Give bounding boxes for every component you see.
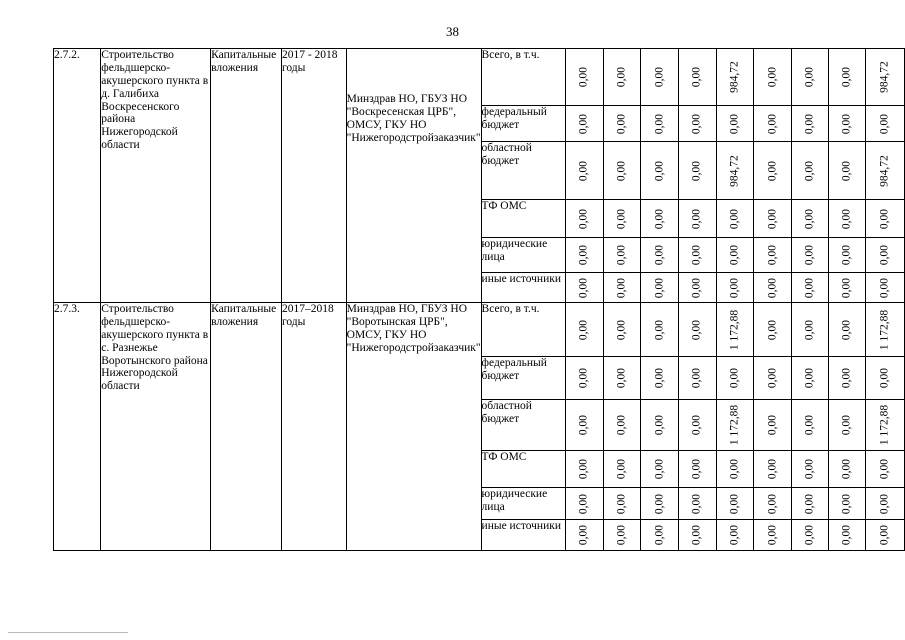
amount-cell: [678, 200, 716, 238]
funding-source: юридические лица: [481, 238, 565, 273]
amount-value: 0,00: [653, 414, 666, 436]
amount-cell: [678, 488, 716, 520]
amount-cell: [791, 400, 828, 451]
amount-cell: [641, 273, 679, 303]
amount-value: 0,00: [690, 66, 703, 88]
amount-cell: [716, 238, 754, 273]
amount-cell: [716, 273, 754, 303]
funding-source: федеральный бюджет: [481, 357, 565, 400]
amount-cell: [866, 142, 905, 200]
amount-cell: [641, 520, 679, 551]
amount-cell: [754, 106, 792, 142]
amount-cell: [603, 200, 641, 238]
funding-source: областной бюджет: [481, 400, 565, 451]
table-row: [54, 49, 905, 106]
amount-value: 0,00: [690, 493, 703, 514]
amount-value: 0,00: [577, 319, 590, 340]
amount-cell: [754, 488, 792, 520]
amount-cell: [754, 357, 792, 400]
amount-cell: [603, 488, 641, 520]
amount-cell: [791, 520, 828, 551]
amount-cell: [866, 520, 905, 551]
amount-cell: [791, 488, 828, 520]
amount-cell: [754, 400, 792, 451]
amount-value: 0,00: [615, 367, 628, 389]
amount-value: 0,00: [803, 244, 816, 266]
amount-value: 0,00: [615, 277, 628, 298]
amount-cell: [603, 451, 641, 488]
amount-value: 0,00: [840, 524, 853, 546]
amount-cell: [678, 520, 716, 551]
amount-cell: [866, 273, 905, 303]
amount-cell: [791, 238, 828, 273]
item-name: Строительство фельдшерско-акушерского пункта в с. Разнежье Воротынского района Нижегородской области: [101, 303, 211, 551]
amount-value: 0,00: [766, 208, 779, 229]
amount-cell: [716, 200, 754, 238]
amount-value: 0,00: [615, 458, 628, 480]
amount-value: 0,00: [690, 319, 703, 340]
amount-cell: [603, 520, 641, 551]
amount-value: 0,00: [653, 524, 666, 546]
amount-cell: [565, 49, 603, 106]
amount-cell: [678, 142, 716, 200]
amount-value: 0,00: [878, 277, 891, 298]
amount-value: 0,00: [615, 493, 628, 514]
amount-cell: [754, 303, 792, 357]
amount-value: 0,00: [878, 367, 891, 389]
amount-cell: [641, 200, 679, 238]
amount-cell: [866, 303, 905, 357]
amount-value: 0,00: [653, 66, 666, 88]
amount-value: 0,00: [803, 208, 816, 229]
amount-value: 0,00: [690, 367, 703, 389]
amount-value: 0,00: [766, 414, 779, 436]
amount-cell: [754, 49, 792, 106]
amount-cell: [791, 303, 828, 357]
amount-cell: [754, 451, 792, 488]
funding-source: областной бюджет: [481, 142, 565, 200]
amount-cell: [603, 400, 641, 451]
amount-value: 0,00: [766, 244, 779, 266]
amount-value: 1 172,88: [728, 309, 741, 350]
amount-value: 0,00: [878, 524, 891, 546]
amount-value: 984,72: [878, 61, 891, 93]
amount-cell: [866, 200, 905, 238]
amount-value: 0,00: [615, 524, 628, 546]
amount-value: 0,00: [615, 66, 628, 88]
amount-value: 0,00: [690, 277, 703, 298]
amount-value: 0,00: [728, 367, 741, 389]
amount-cell: [641, 142, 679, 200]
amount-cell: [641, 106, 679, 142]
amount-value: 0,00: [803, 319, 816, 340]
amount-value: 0,00: [615, 113, 628, 134]
table-row: [54, 303, 905, 357]
amount-value: 0,00: [653, 319, 666, 340]
amount-cell: [866, 49, 905, 106]
amount-value: 0,00: [840, 66, 853, 88]
amount-value: 0,00: [690, 414, 703, 436]
amount-value: 0,00: [840, 367, 853, 389]
item-name: Строительство фельдшерско-акушерского пункта в д. Галибиха Воскресенского района Нижегородской области: [101, 49, 211, 303]
amount-cell: [678, 49, 716, 106]
amount-value: 0,00: [577, 66, 590, 88]
item-executor: Минздрав НО, ГБУЗ НО "Воротынская ЦРБ", ОМСУ, ГКУ НО "Нижегородстройзаказчик": [346, 303, 481, 551]
amount-cell: [716, 488, 754, 520]
amount-cell: [565, 303, 603, 357]
amount-value: 0,00: [653, 244, 666, 266]
amount-cell: [866, 357, 905, 400]
amount-value: 0,00: [766, 113, 779, 134]
amount-value: 0,00: [766, 493, 779, 514]
amount-value: 0,00: [766, 277, 779, 298]
amount-cell: [791, 451, 828, 488]
amount-value: 1 172,88: [878, 404, 891, 446]
amount-value: 0,00: [840, 244, 853, 266]
amount-cell: [828, 400, 866, 451]
amount-value: 0,00: [878, 493, 891, 514]
page-number: 38: [446, 24, 459, 39]
amount-value: 984,72: [728, 154, 741, 187]
amount-cell: [603, 142, 641, 200]
item-type: Капитальные вложения: [211, 49, 282, 303]
amount-value: 0,00: [577, 113, 590, 134]
amount-cell: [716, 303, 754, 357]
amount-cell: [716, 142, 754, 200]
amount-cell: [791, 200, 828, 238]
amount-value: 1 172,88: [878, 309, 891, 350]
amount-value: 0,00: [766, 319, 779, 340]
amount-value: 0,00: [840, 208, 853, 229]
amount-value: 0,00: [728, 244, 741, 266]
amount-cell: [678, 303, 716, 357]
amount-cell: [603, 357, 641, 400]
amount-value: 0,00: [878, 458, 891, 480]
amount-cell: [641, 303, 679, 357]
amount-cell: [565, 488, 603, 520]
item-code: 2.7.3.: [54, 303, 101, 551]
amount-value: 0,00: [803, 524, 816, 546]
amount-cell: [866, 488, 905, 520]
amount-cell: [716, 106, 754, 142]
amount-cell: [791, 273, 828, 303]
amount-cell: [565, 273, 603, 303]
amount-value: 1 172,88: [728, 404, 741, 446]
amount-cell: [828, 451, 866, 488]
footer-rule: [8, 632, 128, 633]
amount-value: 984,72: [728, 61, 741, 93]
amount-value: 0,00: [803, 367, 816, 389]
amount-cell: [716, 357, 754, 400]
funding-source: иные источники: [481, 520, 565, 551]
amount-value: 0,00: [728, 493, 741, 514]
amount-value: 0,00: [728, 113, 741, 134]
amount-cell: [565, 142, 603, 200]
amount-cell: [754, 273, 792, 303]
amount-value: 0,00: [803, 66, 816, 88]
amount-cell: [603, 303, 641, 357]
amount-value: 0,00: [840, 160, 853, 181]
amount-value: 0,00: [690, 208, 703, 229]
amount-value: 0,00: [653, 113, 666, 134]
amount-cell: [603, 49, 641, 106]
amount-value: 0,00: [878, 113, 891, 134]
item-period: 2017–2018 годы: [281, 303, 346, 551]
amount-cell: [828, 488, 866, 520]
amount-cell: [565, 451, 603, 488]
amount-cell: [678, 106, 716, 142]
amount-value: 0,00: [803, 493, 816, 514]
amount-value: 0,00: [615, 414, 628, 436]
amount-value: 0,00: [577, 524, 590, 546]
amount-cell: [565, 238, 603, 273]
amount-value: 0,00: [728, 208, 741, 229]
amount-cell: [716, 49, 754, 106]
amount-cell: [678, 273, 716, 303]
amount-cell: [603, 273, 641, 303]
amount-value: 0,00: [690, 113, 703, 134]
amount-value: 0,00: [615, 208, 628, 229]
amount-cell: [603, 238, 641, 273]
amount-cell: [641, 400, 679, 451]
amount-cell: [565, 200, 603, 238]
amount-cell: [678, 238, 716, 273]
amount-value: 0,00: [728, 458, 741, 480]
amount-cell: [866, 238, 905, 273]
amount-value: 0,00: [803, 414, 816, 436]
amount-cell: [754, 238, 792, 273]
amount-value: 0,00: [615, 244, 628, 266]
table-body: [54, 49, 905, 551]
amount-value: 0,00: [690, 524, 703, 546]
item-code: 2.7.2.: [54, 49, 101, 303]
amount-cell: [828, 520, 866, 551]
amount-value: 0,00: [840, 414, 853, 436]
amount-cell: [565, 400, 603, 451]
amount-value: 0,00: [653, 277, 666, 298]
amount-cell: [791, 142, 828, 200]
amount-cell: [641, 238, 679, 273]
funding-table: [53, 48, 905, 551]
funding-source: ТФ ОМС: [481, 200, 565, 238]
amount-cell: [866, 451, 905, 488]
amount-cell: [641, 488, 679, 520]
amount-value: 0,00: [766, 160, 779, 181]
amount-cell: [641, 451, 679, 488]
amount-cell: [828, 303, 866, 357]
amount-cell: [828, 106, 866, 142]
amount-cell: [565, 106, 603, 142]
amount-value: 0,00: [653, 493, 666, 514]
amount-cell: [791, 357, 828, 400]
funding-source: ТФ ОМС: [481, 451, 565, 488]
amount-value: 0,00: [803, 113, 816, 134]
item-type: Капитальные вложения: [211, 303, 282, 551]
funding-source: Всего, в т.ч.: [481, 303, 565, 357]
amount-value: 0,00: [577, 244, 590, 266]
funding-source: иные источники: [481, 273, 565, 303]
amount-value: 0,00: [803, 458, 816, 480]
amount-cell: [716, 400, 754, 451]
amount-value: 0,00: [840, 319, 853, 340]
amount-cell: [828, 200, 866, 238]
amount-cell: [641, 49, 679, 106]
amount-cell: [678, 400, 716, 451]
amount-value: 0,00: [690, 458, 703, 480]
amount-value: 0,00: [577, 160, 590, 181]
amount-cell: [828, 49, 866, 106]
amount-cell: [678, 451, 716, 488]
amount-value: 0,00: [690, 244, 703, 266]
amount-cell: [828, 357, 866, 400]
amount-value: 0,00: [766, 458, 779, 480]
amount-cell: [716, 520, 754, 551]
amount-value: 0,00: [878, 244, 891, 266]
funding-source: юридические лица: [481, 488, 565, 520]
amount-cell: [791, 106, 828, 142]
amount-cell: [866, 400, 905, 451]
amount-value: 0,00: [615, 160, 628, 181]
amount-value: 0,00: [878, 208, 891, 229]
amount-value: 0,00: [840, 493, 853, 514]
amount-value: 0,00: [840, 458, 853, 480]
amount-value: 0,00: [577, 458, 590, 480]
amount-value: 0,00: [577, 277, 590, 298]
amount-value: 0,00: [653, 458, 666, 480]
amount-cell: [866, 106, 905, 142]
amount-value: 0,00: [577, 367, 590, 389]
amount-cell: [603, 106, 641, 142]
amount-value: 0,00: [653, 367, 666, 389]
item-period: 2017 - 2018 годы: [281, 49, 346, 303]
item-executor: Минздрав НО, ГБУЗ НО "Воскресенская ЦРБ", ОМСУ, ГКУ НО "Нижегородстройзаказчик": [346, 49, 481, 303]
amount-value: 0,00: [840, 113, 853, 134]
amount-value: 0,00: [728, 524, 741, 546]
amount-value: 0,00: [803, 277, 816, 298]
amount-value: 0,00: [766, 367, 779, 389]
amount-cell: [754, 200, 792, 238]
amount-cell: [716, 451, 754, 488]
amount-cell: [754, 142, 792, 200]
amount-cell: [791, 49, 828, 106]
amount-cell: [641, 357, 679, 400]
amount-value: 0,00: [615, 319, 628, 340]
amount-cell: [754, 520, 792, 551]
amount-value: 0,00: [766, 66, 779, 88]
amount-value: 0,00: [577, 493, 590, 514]
amount-value: 0,00: [728, 277, 741, 298]
amount-cell: [565, 520, 603, 551]
amount-value: 0,00: [840, 277, 853, 298]
amount-value: 0,00: [577, 208, 590, 229]
amount-value: 0,00: [766, 524, 779, 546]
amount-value: 0,00: [653, 160, 666, 181]
funding-source: Всего, в т.ч.: [481, 49, 565, 106]
amount-cell: [828, 273, 866, 303]
amount-cell: [565, 357, 603, 400]
amount-cell: [828, 238, 866, 273]
amount-value: 0,00: [690, 160, 703, 181]
amount-value: 0,00: [577, 414, 590, 436]
amount-value: 0,00: [803, 160, 816, 181]
amount-value: 0,00: [653, 208, 666, 229]
amount-cell: [828, 142, 866, 200]
funding-source: федеральный бюджет: [481, 106, 565, 142]
amount-cell: [678, 357, 716, 400]
amount-value: 984,72: [878, 154, 891, 187]
